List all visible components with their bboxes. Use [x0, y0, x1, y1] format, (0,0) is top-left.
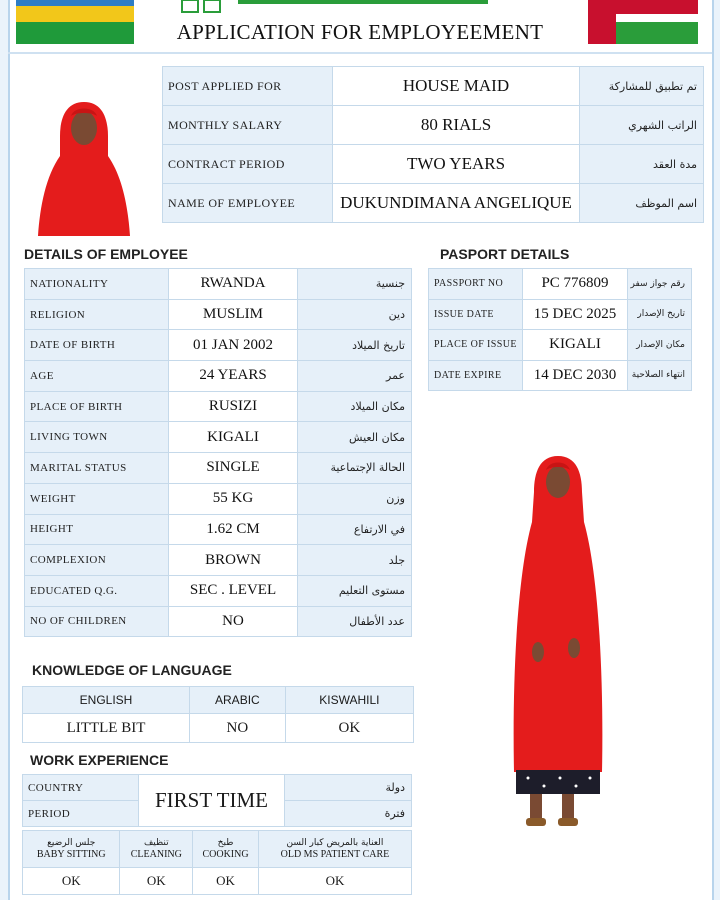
detail-arabic: الحالة الإجتماعية [298, 453, 412, 484]
contract-period-arabic: مدة العقد [580, 145, 704, 184]
oman-flag-icon [588, 0, 698, 44]
language-header: KISWAHILI [285, 687, 413, 714]
details-section-title: DETAILS OF EMPLOYEE [24, 246, 188, 262]
work-section-title: WORK EXPERIENCE [30, 752, 169, 768]
table-row [25, 422, 412, 453]
passport-value: PC 776809 [523, 269, 628, 300]
skill-header [23, 831, 120, 868]
skill-value: OK [120, 868, 193, 895]
period-arabic: فترة [285, 801, 412, 827]
table-row [23, 775, 412, 801]
passport-label: ISSUE DATE [429, 299, 523, 330]
skill-value: OK [193, 868, 259, 895]
passport-value: KIGALI [523, 330, 628, 361]
passport-value: 15 DEC 2025 [523, 299, 628, 330]
passport-arabic: انتهاء الصلاحية [628, 360, 692, 391]
table-row [25, 299, 412, 330]
table-row [25, 269, 412, 300]
detail-value: SEC . LEVEL [169, 575, 298, 606]
skill-label: COOKING [202, 849, 249, 860]
table-row [23, 831, 412, 868]
detail-arabic: جلد [298, 545, 412, 576]
passport-label: DATE EXPIRE [429, 360, 523, 391]
table-row [25, 453, 412, 484]
country-label: COUNTRY [23, 775, 139, 801]
skill-header [120, 831, 193, 868]
detail-value: SINGLE [169, 453, 298, 484]
passport-value: 14 DEC 2030 [523, 360, 628, 391]
applicant-portrait-photo [36, 96, 132, 236]
language-value: NO [190, 714, 286, 743]
table-row [163, 145, 704, 184]
detail-label: WEIGHT [25, 483, 169, 514]
skill-arabic: طبخ [217, 838, 234, 848]
detail-arabic: مكان الميلاد [298, 391, 412, 422]
work-table [22, 774, 412, 827]
language-header: ARABIC [190, 687, 286, 714]
detail-arabic: عدد الأطفال [298, 606, 412, 637]
monthly-salary-arabic: الراتب الشهري [580, 106, 704, 145]
table-row [25, 361, 412, 392]
detail-label: HEIGHT [25, 514, 169, 545]
crest-icon [178, 0, 498, 14]
language-value: LITTLE BIT [23, 714, 190, 743]
detail-arabic: دين [298, 299, 412, 330]
language-header: ENGLISH [23, 687, 190, 714]
passport-table [428, 268, 692, 391]
detail-value: NO [169, 606, 298, 637]
detail-label: EDUCATED Q.G. [25, 575, 169, 606]
detail-label: COMPLEXION [25, 545, 169, 576]
detail-arabic: مكان العيش [298, 422, 412, 453]
skill-label: BABY SITTING [36, 849, 106, 860]
detail-arabic: جنسية [298, 269, 412, 300]
page-title: APPLICATION FOR EMPLOYEEMENT [176, 20, 544, 44]
table-row [25, 545, 412, 576]
skill-arabic: تنظيف [143, 838, 169, 848]
table-row [23, 714, 414, 743]
detail-value: KIGALI [169, 422, 298, 453]
passport-label: PLACE OF ISSUE [429, 330, 523, 361]
table-row [25, 575, 412, 606]
detail-label: DATE OF BIRTH [25, 330, 169, 361]
detail-label: NO OF CHILDREN [25, 606, 169, 637]
passport-arabic: رقم جواز سفر [628, 269, 692, 300]
language-value: OK [285, 714, 413, 743]
detail-label: RELIGION [25, 299, 169, 330]
skill-arabic: العناية بالمريض كبار السن [286, 838, 384, 848]
country-arabic: دولة [285, 775, 412, 801]
table-row [25, 483, 412, 514]
passport-arabic: تاريخ الإصدار [628, 299, 692, 330]
detail-value: 55 KG [169, 483, 298, 514]
table-row [25, 514, 412, 545]
skill-label: CLEANING [130, 849, 182, 860]
detail-value: 24 YEARS [169, 361, 298, 392]
detail-label: NATIONALITY [25, 269, 169, 300]
detail-value: RUSIZI [169, 391, 298, 422]
skill-value: OK [23, 868, 120, 895]
detail-value: 01 JAN 2002 [169, 330, 298, 361]
detail-value: RWANDA [169, 269, 298, 300]
detail-label: MARITAL STATUS [25, 453, 169, 484]
table-row [429, 330, 692, 361]
passport-section-title: PASPORT DETAILS [440, 246, 570, 262]
skill-header [193, 831, 259, 868]
passport-label: PASSPORT NO [429, 269, 523, 300]
monthly-salary-label: MONTHLY SALARY [163, 106, 333, 145]
contract-period-value: TWO YEARS [333, 145, 580, 184]
post-table [162, 66, 704, 223]
detail-label: LIVING TOWN [25, 422, 169, 453]
table-row [23, 687, 414, 714]
details-table [24, 268, 412, 637]
table-row [25, 606, 412, 637]
post-applied-value: HOUSE MAID [333, 67, 580, 106]
header-divider [8, 52, 712, 54]
detail-value: BROWN [169, 545, 298, 576]
language-section-title: KNOWLEDGE OF LANGUAGE [32, 662, 232, 678]
applicant-full-body-photo [508, 452, 608, 832]
employee-name-label: NAME OF EMPLOYEE [163, 184, 333, 223]
table-row [429, 360, 692, 391]
detail-label: PLACE OF BIRTH [25, 391, 169, 422]
table-row [25, 391, 412, 422]
rwanda-flag-icon [16, 0, 134, 44]
table-row [429, 269, 692, 300]
work-experience-value: FIRST TIME [139, 775, 285, 827]
table-row [23, 868, 412, 895]
detail-arabic: في الارتفاع [298, 514, 412, 545]
table-row [163, 184, 704, 223]
table-row [163, 67, 704, 106]
detail-arabic: عمر [298, 361, 412, 392]
employee-name-arabic: اسم الموظف [580, 184, 704, 223]
table-row [429, 299, 692, 330]
detail-arabic: وزن [298, 483, 412, 514]
post-applied-arabic: تم تطبيق للمشاركة [580, 67, 704, 106]
monthly-salary-value: 80 RIALS [333, 106, 580, 145]
skill-arabic: جلس الرضيع [47, 838, 96, 848]
employee-name-value: DUKUNDIMANA ANGELIQUE [333, 184, 580, 223]
detail-arabic: مستوى التعليم [298, 575, 412, 606]
passport-arabic: مكان الإصدار [628, 330, 692, 361]
table-row [163, 106, 704, 145]
skill-header [258, 831, 411, 868]
language-table [22, 686, 414, 743]
table-row [25, 330, 412, 361]
post-applied-label: POST APPLIED FOR [163, 67, 333, 106]
detail-label: AGE [25, 361, 169, 392]
period-label: PERIOD [23, 801, 139, 827]
skill-label: OLD MS PATIENT CARE [280, 849, 390, 860]
skills-table [22, 830, 412, 895]
detail-value: 1.62 CM [169, 514, 298, 545]
detail-value: MUSLIM [169, 299, 298, 330]
detail-arabic: تاريخ الميلاد [298, 330, 412, 361]
skill-value: OK [258, 868, 411, 895]
contract-period-label: CONTRACT PERIOD [163, 145, 333, 184]
